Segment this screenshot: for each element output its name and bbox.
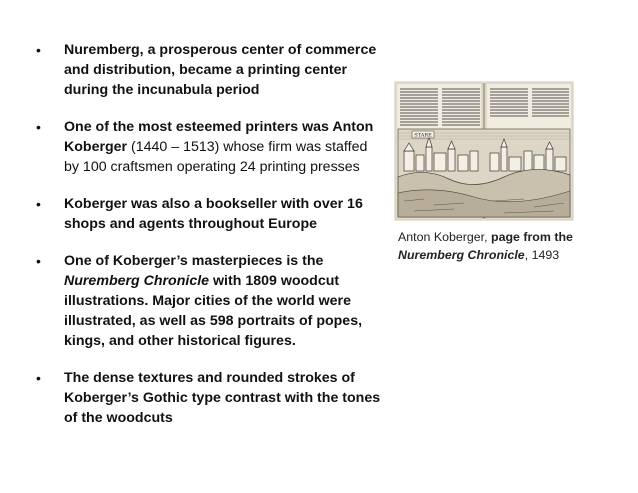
image-banner-label: STARE <box>414 132 432 139</box>
bullet-item-chronicle <box>36 251 381 351</box>
bullet-dot: • <box>36 196 41 212</box>
chronicle-page-illustration <box>394 81 574 221</box>
bullet-list <box>36 40 381 445</box>
caption-artist: Anton Koberger, <box>398 230 491 244</box>
bullet-dot: • <box>36 370 41 386</box>
bullet-item-koberger-printer <box>36 117 381 177</box>
bullet-text-title: Nuremberg Chronicle <box>64 273 210 289</box>
bullet-item-gothic-type <box>36 368 381 428</box>
bullet-item-bookseller <box>36 194 381 234</box>
bullet-dot: • <box>36 253 41 269</box>
caption-title-prefix: page from the <box>491 230 573 244</box>
bullet-text: with 1809 woodcut illustrations. Major cities of the world were illustrated, as well as 598 portraits of popes, kings, and other historical figures. <box>64 273 363 349</box>
bullet-text: The dense textures and rounded strokes of Koberger’s Gothic type contrast with the tones of the woodcuts <box>64 370 381 426</box>
bullet-text: One of Koberger’s masterpieces is the <box>64 253 324 269</box>
bullet-text: Koberger was also a bookseller with over 16 shops and agents throughout Europe <box>64 196 363 232</box>
chronicle-page-image <box>394 81 574 221</box>
bullet-text-regular: (1440 – 1513) whose firm was staffed by 100 craftsmen operating 24 printing presses <box>64 139 368 175</box>
caption-date: , 1493 <box>524 248 560 262</box>
bullet-text: Nuremberg, a prosperous center of commerce and distribution, became a printing center during the incunabula period <box>64 42 377 98</box>
figure-caption <box>398 228 598 264</box>
bullet-item-nuremberg <box>36 40 381 100</box>
bullet-text-bold: One of the most esteemed printers was Anton Koberger <box>64 119 374 155</box>
caption-work-title: Nuremberg Chronicle <box>398 248 525 262</box>
bullet-dot: • <box>36 119 41 135</box>
bullet-dot: • <box>36 42 41 58</box>
